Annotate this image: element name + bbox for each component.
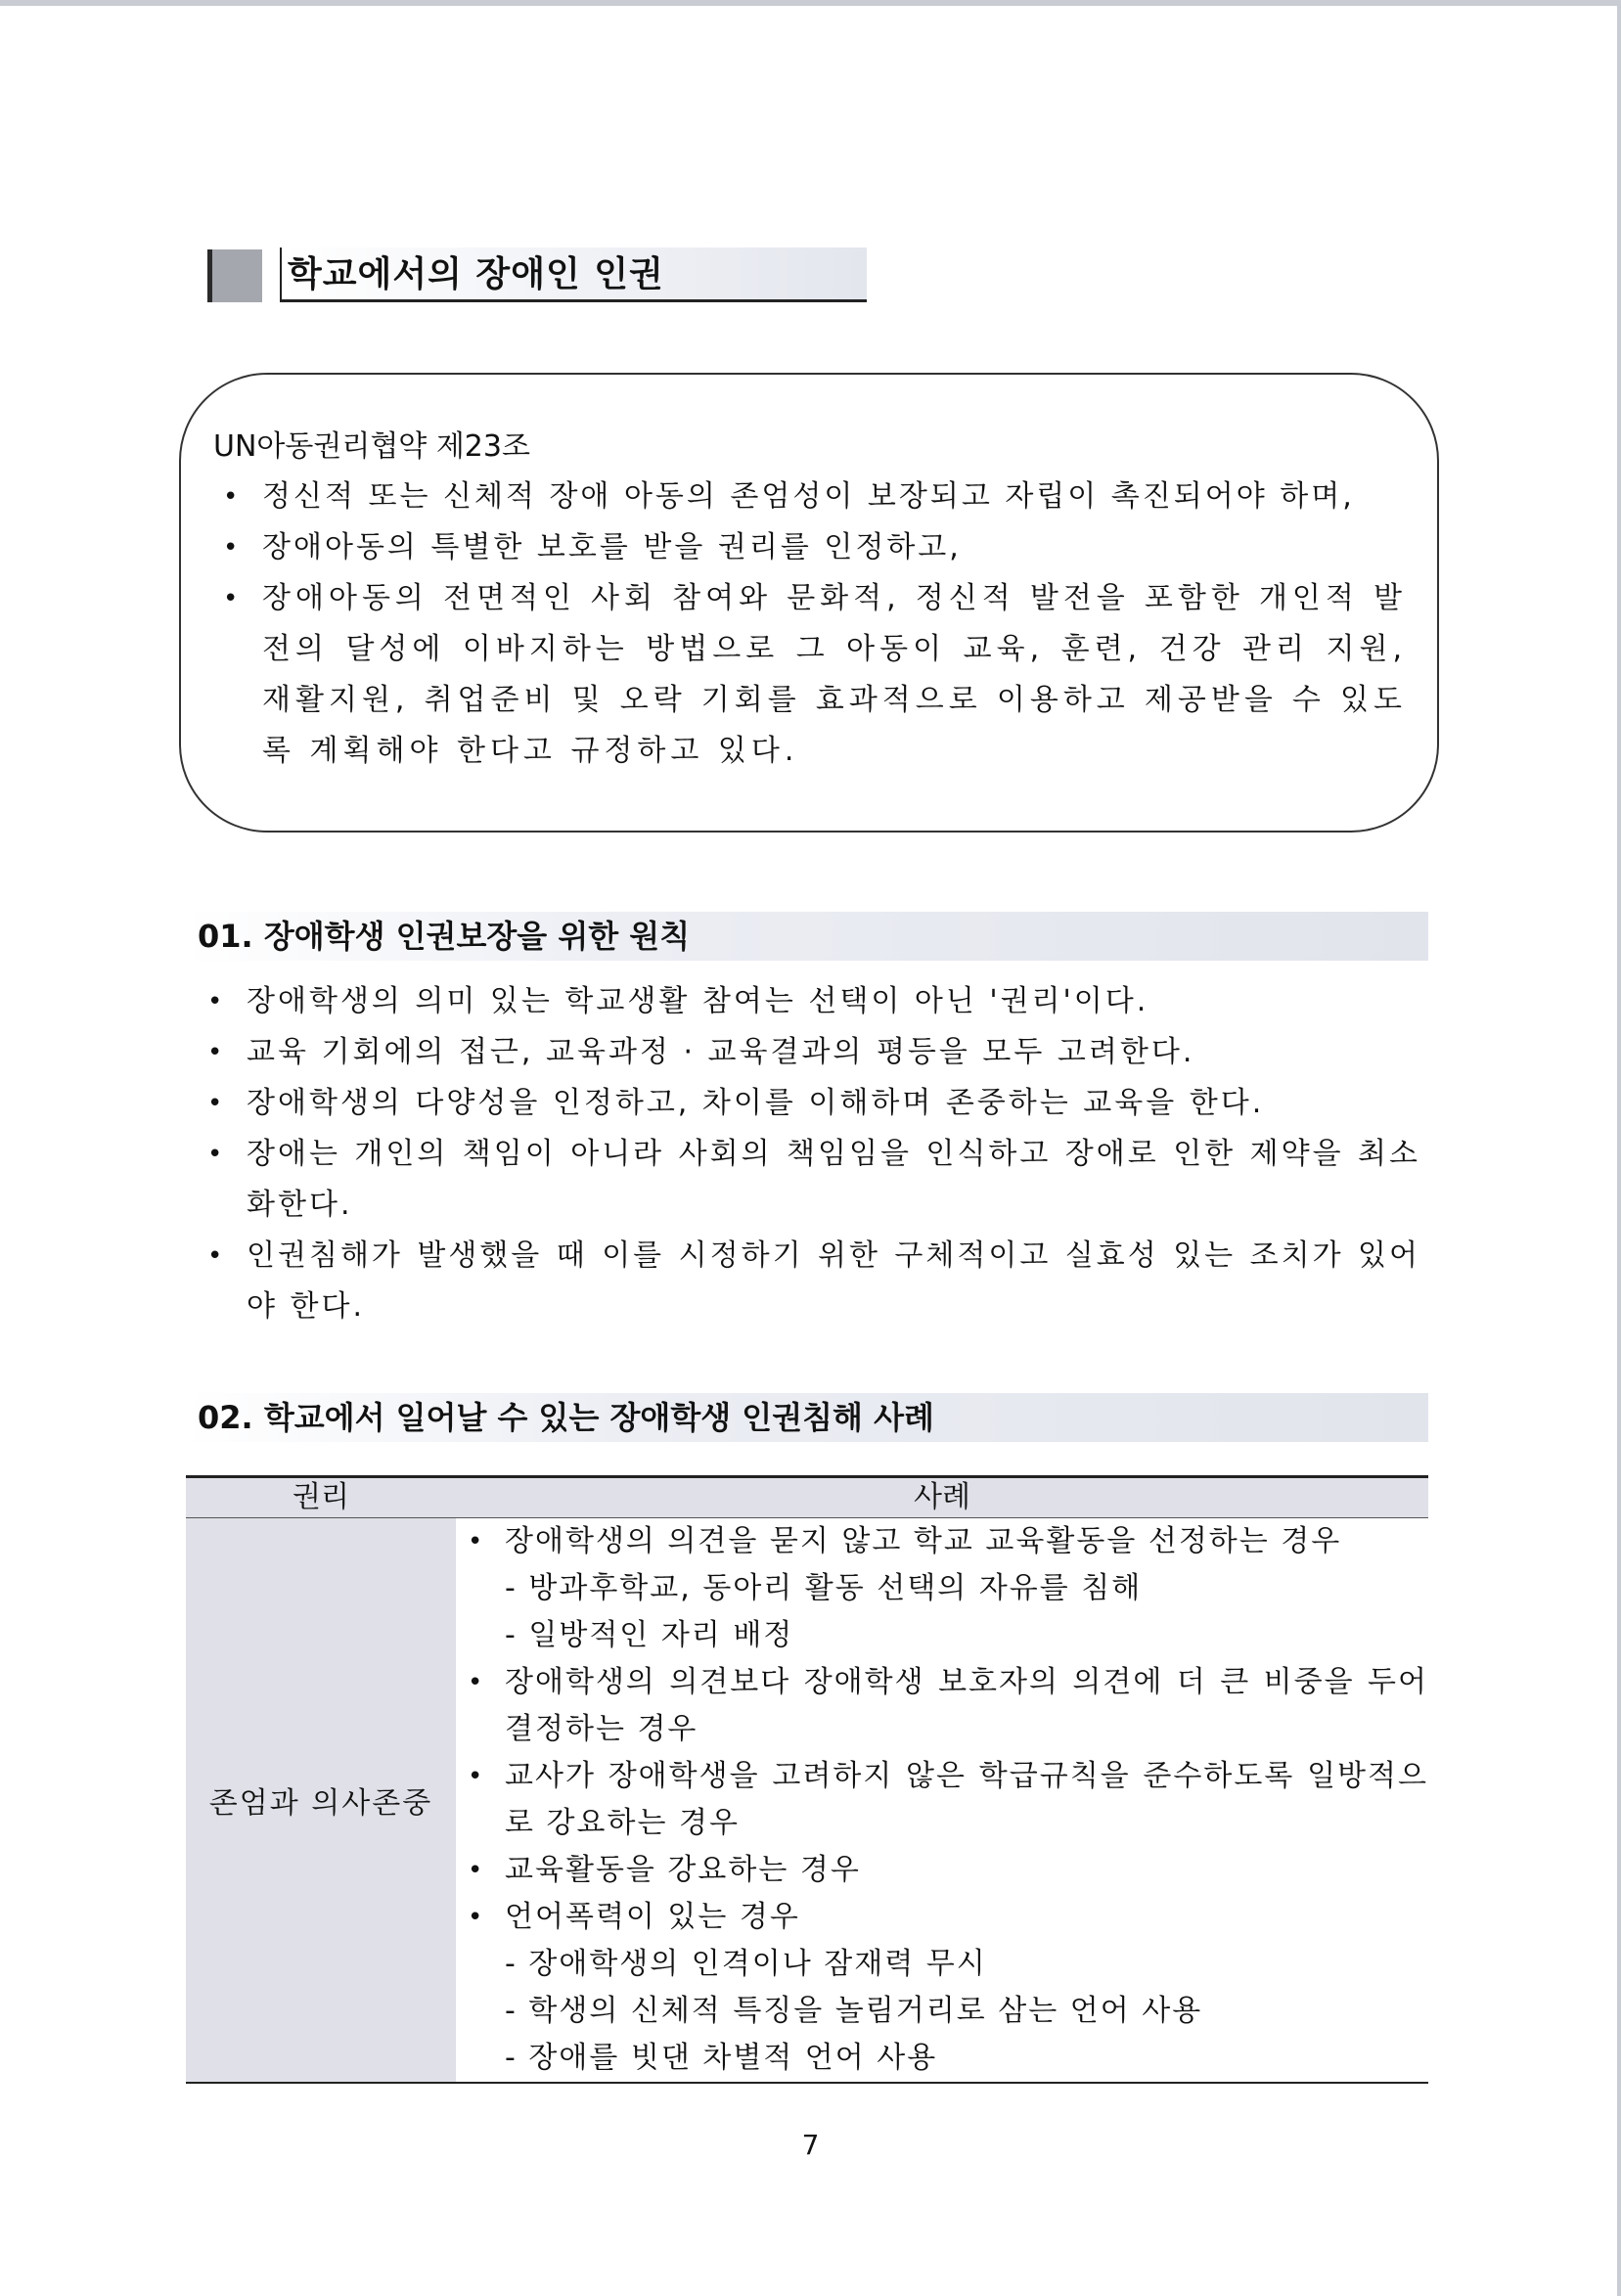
section-heading-principles: 01. 장애학생 인권보장을 위한 원칙 [186,912,1428,961]
list-item: - 일방적인 자리 배정 [505,1618,794,1652]
title-marker-square [207,249,262,302]
list-item: • 장애학생의 다양성을 인정하고, 차이를 이해하며 존중하는 교육을 한다. [247,1078,1420,1129]
page-number: 7 [801,2129,820,2161]
principles-bullet-list [207,976,1420,1332]
bullet-icon: • [207,987,226,1016]
list-item: • 장애학생의 의견을 묻지 않고 학교 교육활동을 선정하는 경우 [505,1518,1428,1565]
convention-box-heading: UN아동권리협약 제23조 [213,429,530,464]
list-item: - 장애학생의 인격이나 잠재력 무시 [505,1947,987,1981]
case-list [456,1518,1428,2082]
bullet-icon: • [207,1140,226,1169]
list-item: • 교사가 장애학생을 고려하지 않은 학급규칙을 준수하도록 일방적으로 강요하는 경우 [505,1753,1428,1847]
bullet-icon: • [468,1762,485,1791]
list-item: • 장애는 개인의 책임이 아니라 사회의 책임임을 인식하고 장애로 인한 제약을 최소화한다. [247,1129,1420,1231]
section-heading-cases: 02. 학교에서 일어날 수 있는 장애학생 인권침해 사례 [186,1393,1428,1442]
bullet-icon: • [207,1038,226,1067]
bullet-icon: • [207,1241,226,1271]
rights-violation-table [186,1475,1428,2084]
table-row-label: 존엄과 의사존중 [186,1518,456,2084]
list-item: • 교육활동을 강요하는 경우 [505,1847,1428,1894]
bullet-icon: • [207,1089,226,1118]
list-item: • 교육 기회에의 접근, 교육과정 · 교육결과의 평등을 모두 고려한다. [247,1027,1420,1078]
list-item: - 장애를 빗댄 차별적 언어 사용 [505,2041,938,2075]
bullet-icon: • [223,533,242,563]
list-item: • 장애아동의 전면적인 사회 참여와 문화적, 정신적 발전을 포함한 개인적 발전의 달성에 이바지하는 방법으로 그 아동이 교육, 훈련, 건강 관리 지원, 재활지원, 취업준비 및 오락 기회를 효과적으로 이용하고 제공받을 수 있도록 계획해야 한다고 규정하고 있다. [262,573,1407,777]
bullet-icon: • [468,1668,485,1697]
bullet-icon: • [468,1527,485,1556]
bullet-icon: • [468,1903,485,1932]
bullet-icon: • [223,584,244,613]
convention-bullet-list [223,472,1407,777]
bullet-icon: • [223,482,242,512]
table-header-right: 권리 [186,1477,456,1518]
table-case-cell [456,1518,1428,2084]
list-item: • 장애아동의 특별한 보호를 받을 권리를 인정하고, [262,522,1407,573]
list-item: • 언어폭력이 있는 경우 [505,1894,1428,1941]
table-header-row [186,1477,1428,1518]
list-item: • 인권침해가 발생했을 때 이를 시정하기 위한 구체적이고 실효성 있는 조치가 있어야 한다. [247,1231,1420,1332]
table-header-case: 사례 [456,1477,1428,1518]
list-item: - 학생의 신체적 특징을 놀림거리로 삼는 언어 사용 [505,1994,1203,2028]
list-item: • 정신적 또는 신체적 장애 아동의 존엄성이 보장되고 자립이 촉진되어야 하며, [262,472,1407,522]
list-item: • 장애학생의 의미 있는 학교생활 참여는 선택이 아닌 '권리'이다. [247,976,1420,1027]
page-title: 학교에서의 장애인 인권 [280,248,867,302]
list-item: • 장애학생의 의견보다 장애학생 보호자의 의견에 더 큰 비중을 두어 결정하는 경우 [505,1659,1428,1753]
bullet-icon: • [468,1856,485,1885]
list-item: - 방과후학교, 동아리 활동 선택의 자유를 침해 [505,1571,1143,1605]
table-row [186,1518,1428,2084]
